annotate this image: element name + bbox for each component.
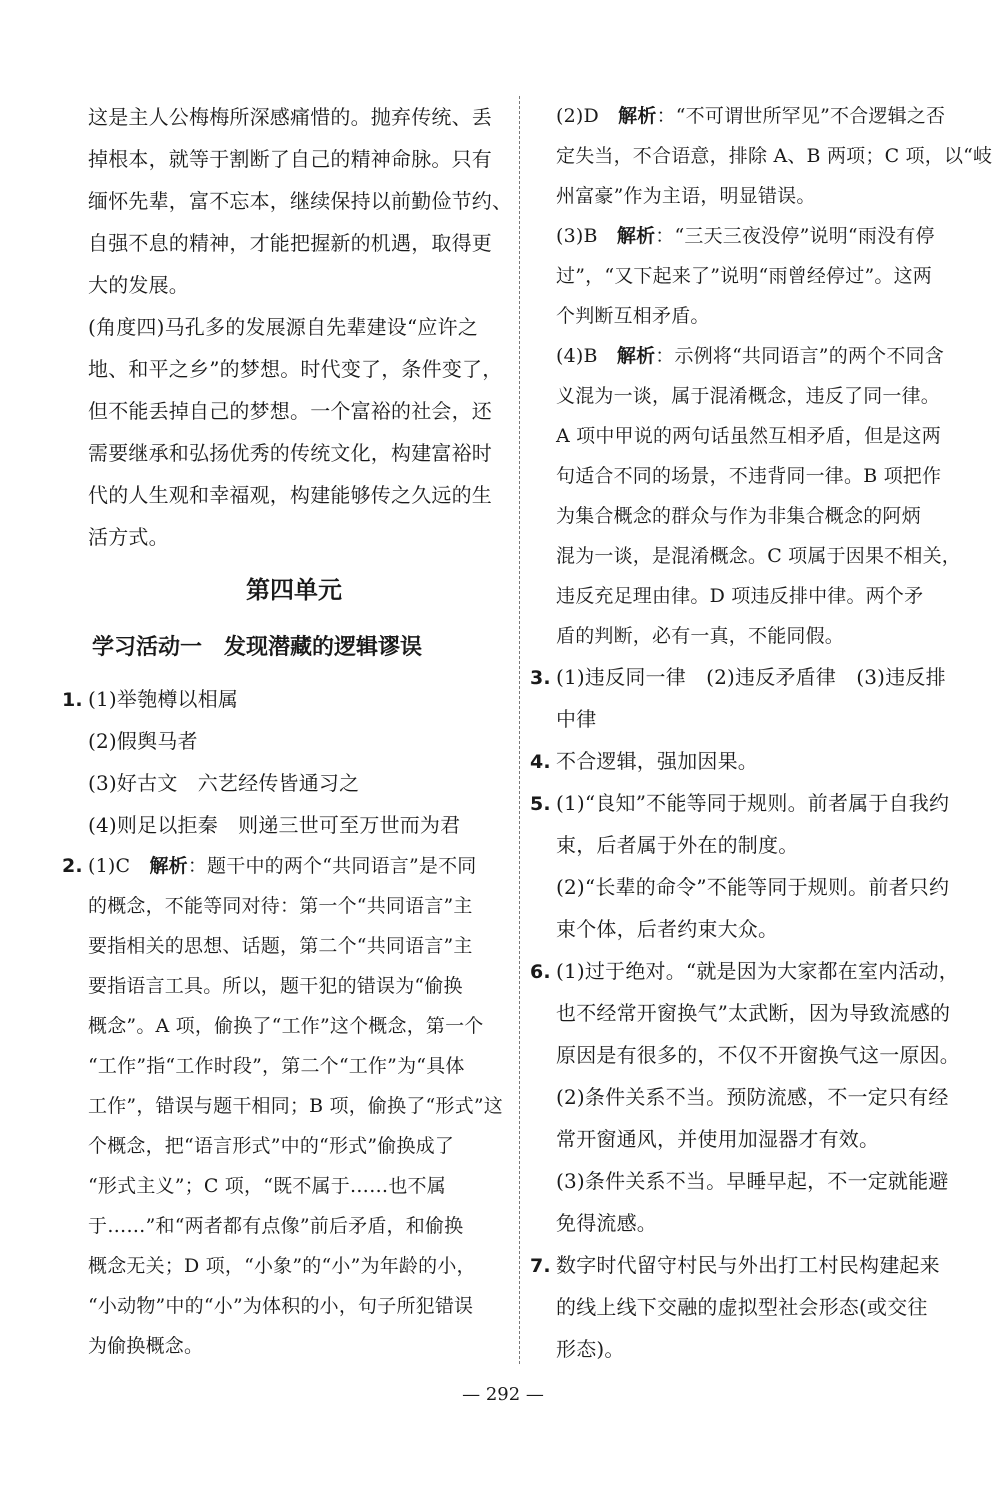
answer-line: 的线上线下交融的虚拟型社会形态(或交往 xyxy=(556,1295,928,1319)
question-number: 1. xyxy=(62,689,83,711)
analysis-line: 为偷换概念。 xyxy=(88,1335,204,1357)
answer-2-4 xyxy=(556,336,968,376)
text-line: 自强不息的精神，才能把握新的机遇，取得更 xyxy=(88,231,492,255)
text-line: 缅怀先辈，富不忘本，继续保持以前勤俭节约、 xyxy=(88,189,513,213)
analysis-line: 混为一谈，是混淆概念。C 项属于因果不相关， xyxy=(556,545,961,567)
question-1 xyxy=(62,678,500,720)
analysis-line: “小动物”中的“小”为体积的小，句子所犯错误 xyxy=(88,1295,474,1317)
answer-line: 也不经常开窗换气”太武断，因为导致流感的 xyxy=(556,1001,951,1025)
answer-line: (2)“长辈的命令”不能等同于规则。前者只约 xyxy=(556,875,950,899)
answer-text: 数字时代留守村民与外出打工村民构建起来 xyxy=(556,1253,940,1277)
analysis-label: 解析 xyxy=(618,105,657,127)
analysis-line: 州富豪”作为主语，明显错误。 xyxy=(556,185,816,207)
analysis-line: 要指相关的思想、话题，第二个“共同语言”主 xyxy=(88,935,473,957)
text-line: 但不能丢掉自己的梦想。一个富裕的社会，还 xyxy=(88,399,492,423)
text-line: 活方式。 xyxy=(88,525,169,549)
page-number: — 292 — xyxy=(462,1384,544,1405)
analysis-line: 要指语言工具。所以，题干犯的错误为“偷换 xyxy=(88,975,463,997)
answer-line: (4)则足以拒秦 则递三世可至万世而为君 xyxy=(88,813,461,837)
answer-line: 原因是有很多的，不仅不开窗换气这一原因。 xyxy=(556,1043,960,1067)
text-line: 需要继承和弘扬优秀的传统文化，构建富裕时 xyxy=(88,441,492,465)
answer-line: (3)好古文 六艺经传皆通习之 xyxy=(88,771,360,795)
analysis-line: 句适合不同的场景，不违背同一律。B 项把作 xyxy=(556,465,942,487)
text-line: 这是主人公梅梅所深感痛惜的。抛弃传统、丢 xyxy=(88,105,492,129)
analysis-line: 概念”。A 项，偷换了“工作”这个概念，第一个 xyxy=(88,1015,484,1037)
analysis-line: “工作”指“工作时段”，第二个“工作”为“具体 xyxy=(88,1055,465,1077)
analysis-line: 盾的判断，必有一真，不能同假。 xyxy=(556,625,845,647)
question-number: 3. xyxy=(530,667,551,689)
answer-line: (2)假舆马者 xyxy=(88,729,198,753)
analysis-text: ：题干中的两个“共同语言”是不同 xyxy=(187,855,477,877)
analysis-line: 个判断互相矛盾。 xyxy=(556,305,710,327)
analysis-label: 解析 xyxy=(616,225,656,247)
analysis-line: 义混为一谈，属于混淆概念，违反了同一律。 xyxy=(556,385,941,407)
analysis-text: ：示例将“共同语言”的两个不同含 xyxy=(655,345,944,367)
answer-line: (2)条件关系不当。预防流感，不一定只有经 xyxy=(556,1085,949,1109)
text-line: (角度四)马孔多的发展源自先辈建设“应许之 xyxy=(88,315,479,339)
question-2 xyxy=(62,846,500,886)
question-number: 6. xyxy=(530,961,551,983)
right-column xyxy=(530,96,993,1370)
answer-line: 中律 xyxy=(556,707,597,731)
answer-choice: (1)C xyxy=(88,855,150,877)
analysis-line: 于……”和“两者都有点像”前后矛盾，和偷换 xyxy=(88,1215,464,1237)
answer-2-2 xyxy=(556,96,968,136)
answer-line: 免得流感。 xyxy=(556,1211,657,1235)
analysis-line: 过”，“又下起来了”说明“雨曾经停过”。这两 xyxy=(556,265,932,287)
left-column xyxy=(62,96,513,1366)
text-line: 掉根本，就等于割断了自己的精神命脉。只有 xyxy=(88,147,492,171)
text-line: 大的发展。 xyxy=(88,273,189,297)
analysis-line: “形式主义”；C 项，“既不属于……也不属 xyxy=(88,1175,446,1197)
text-line: 代的人生观和幸福观，构建能够传之久远的生 xyxy=(88,483,492,507)
question-number: 7. xyxy=(530,1255,551,1277)
analysis-line: 工作”，错误与题干相同；B 项，偷换了“形式”这 xyxy=(88,1095,503,1117)
analysis-text: ：“三天三夜没停”说明“雨没有停 xyxy=(655,225,935,247)
answer-text: (1)举匏樽以相属 xyxy=(88,687,239,711)
analysis-line: A 项中甲说的两句话虽然互相矛盾，但是这两 xyxy=(556,425,941,447)
answer-text: (1)违反同一律 (2)违反矛盾律 (3)违反排 xyxy=(556,665,946,689)
analysis-line: 为集合概念的群众与作为非集合概念的阿炳 xyxy=(556,505,921,527)
analysis-text: ：“不可谓世所罕见”不合逻辑之否 xyxy=(656,105,946,127)
unit-title: 第四单元 xyxy=(246,576,342,604)
question-number: 4. xyxy=(530,751,551,773)
question-4 xyxy=(530,740,968,782)
analysis-label: 解析 xyxy=(616,345,656,367)
answer-line: 束个体，后者约束大众。 xyxy=(556,917,779,941)
question-number: 5. xyxy=(530,793,551,815)
question-number: 2. xyxy=(62,855,83,877)
answer-choice: (2)D xyxy=(556,105,619,127)
answer-line: 形态)。 xyxy=(556,1337,625,1361)
analysis-line: 概念无关；D 项，“小象”的“小”为年龄的小， xyxy=(88,1255,476,1277)
analysis-line: 个概念，把“语言形式”中的“形式”偷换成了 xyxy=(88,1135,455,1157)
question-6 xyxy=(530,950,968,992)
analysis-label: 解析 xyxy=(149,855,188,877)
answer-line: 束，后者属于外在的制度。 xyxy=(556,833,799,857)
text-line: 地、和平之乡”的梦想。时代变了，条件变了， xyxy=(88,357,503,381)
question-3 xyxy=(530,656,968,698)
answer-choice: (3)B xyxy=(556,225,617,247)
answer-line: (3)条件关系不当。早睡早起，不一定就能避 xyxy=(556,1169,949,1193)
analysis-line: 定失当，不合语意，排除 A、B 两项；C 项，以“岐 xyxy=(556,145,993,167)
answer-text: 不合逻辑，强加因果。 xyxy=(556,749,758,773)
answer-choice: (4)B xyxy=(556,345,617,367)
answer-text: (1)过于绝对。“就是因为大家都在室内活动， xyxy=(556,959,959,983)
analysis-line: 违反充足理由律。D 项违反排中律。两个矛 xyxy=(556,585,924,607)
activity-title: 学习活动一 发现潜藏的逻辑谬误 xyxy=(92,635,423,660)
answer-text: (1)“良知”不能等同于规则。前者属于自我约 xyxy=(556,791,950,815)
question-5 xyxy=(530,782,968,824)
analysis-line: 的概念，不能等同对待：第一个“共同语言”主 xyxy=(88,895,473,917)
question-7 xyxy=(530,1244,968,1286)
column-divider xyxy=(519,96,520,1364)
answer-2-3 xyxy=(556,216,968,256)
answer-line: 常开窗通风，并使用加湿器才有效。 xyxy=(556,1127,880,1151)
